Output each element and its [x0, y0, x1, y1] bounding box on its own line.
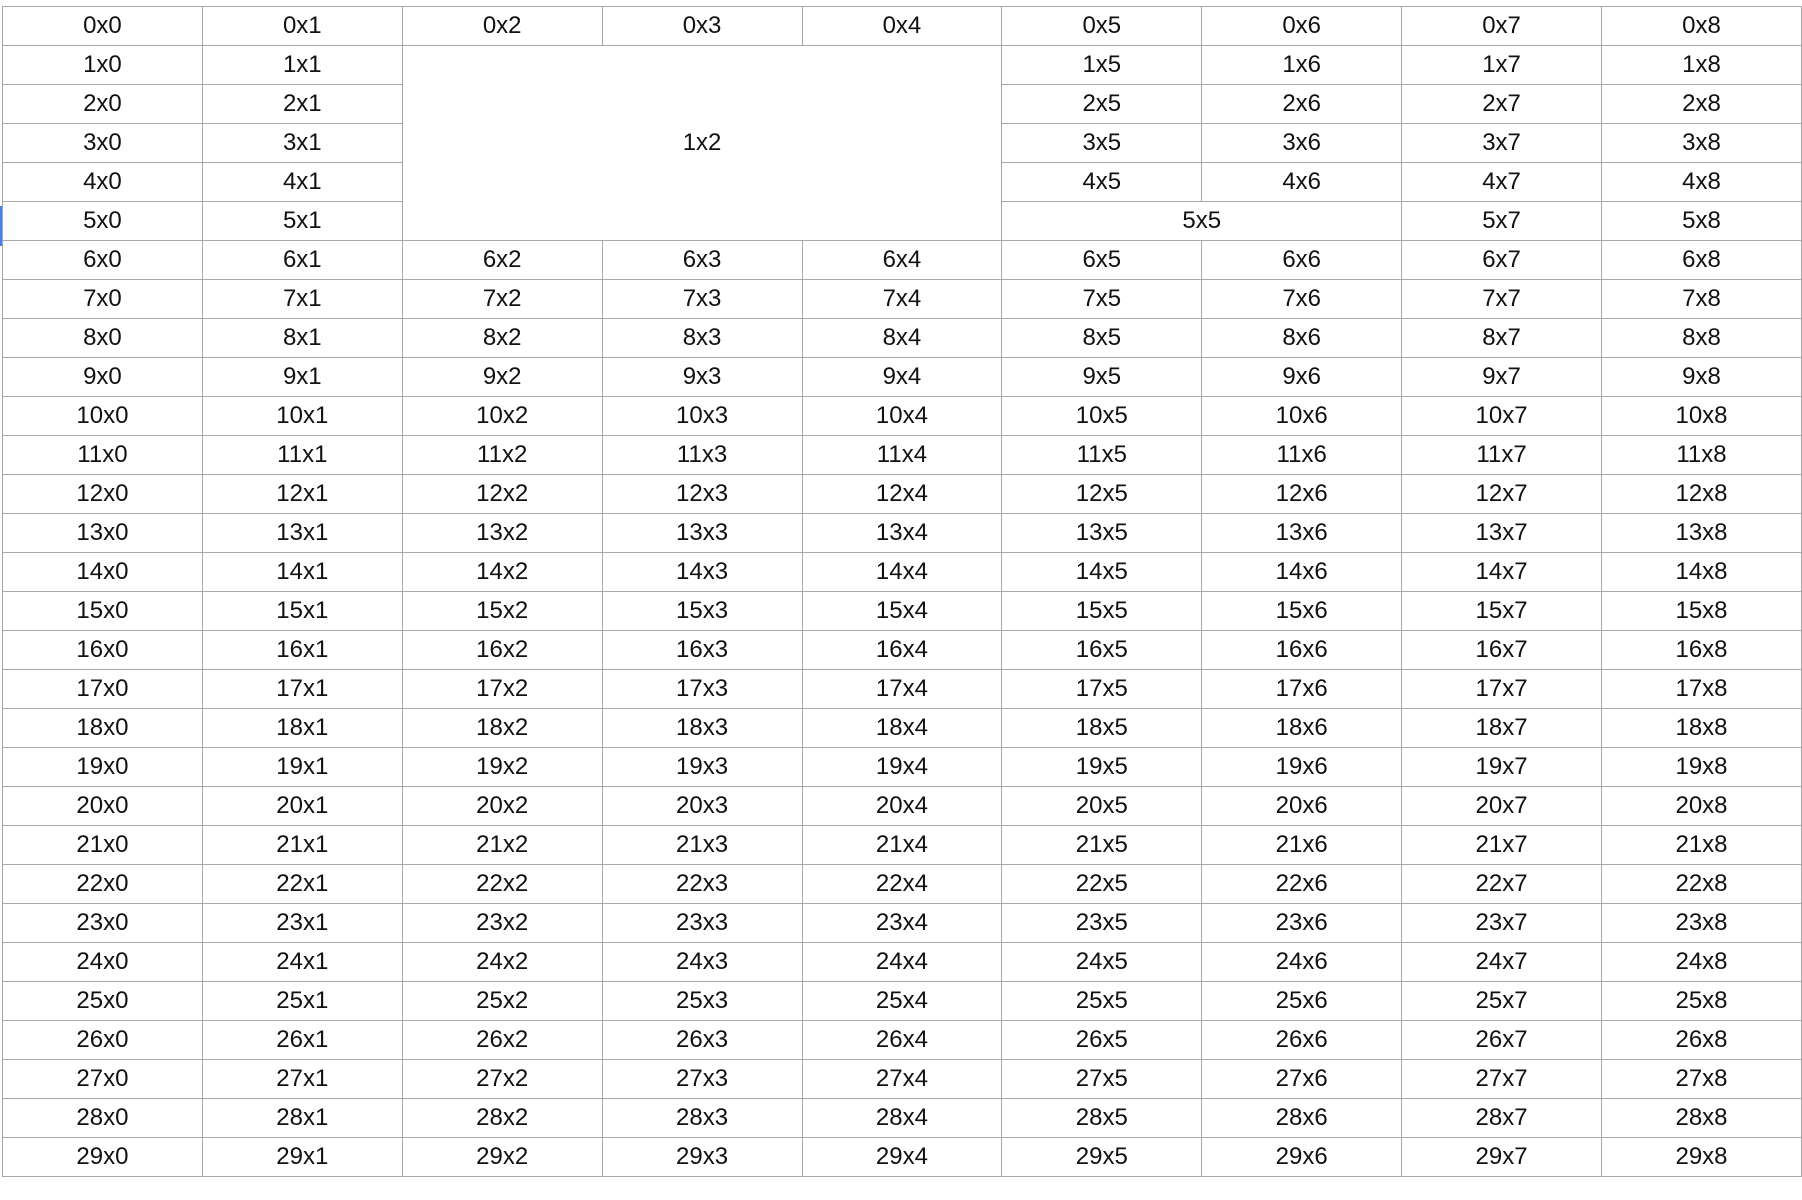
table-cell[interactable]: 19x6 [1202, 748, 1402, 787]
table-cell[interactable]: 13x5 [1002, 514, 1202, 553]
table-cell[interactable]: 13x6 [1202, 514, 1402, 553]
table-cell[interactable]: 11x0 [3, 436, 203, 475]
table-cell[interactable]: 25x8 [1602, 982, 1802, 1021]
table-row [3, 514, 1802, 553]
table-cell[interactable]: 25x1 [202, 982, 402, 1021]
table-cell[interactable]: 14x1 [202, 553, 402, 592]
table-cell[interactable]: 8x1 [202, 319, 402, 358]
table-cell[interactable]: 11x6 [1202, 436, 1402, 475]
table-cell[interactable]: 9x2 [402, 358, 602, 397]
table-row [3, 748, 1802, 787]
table-cell[interactable]: 8x2 [402, 319, 602, 358]
table-cell[interactable]: 8x3 [602, 319, 802, 358]
table-cell[interactable]: 17x4 [802, 670, 1002, 709]
table-cell[interactable]: 10x5 [1002, 397, 1202, 436]
table-cell[interactable]: 8x0 [3, 319, 203, 358]
table-row [3, 787, 1802, 826]
table-cell[interactable]: 0x1 [202, 7, 402, 46]
table-cell[interactable]: 27x8 [1602, 1060, 1802, 1099]
table-cell[interactable]: 13x2 [402, 514, 602, 553]
table-cell[interactable]: 25x4 [802, 982, 1002, 1021]
table-cell[interactable]: 5x7 [1402, 202, 1602, 241]
spreadsheet-grid [2, 6, 1802, 1177]
table-cell[interactable]: 21x8 [1602, 826, 1802, 865]
table-cell[interactable]: 10x3 [602, 397, 802, 436]
table-cell[interactable]: 27x4 [802, 1060, 1002, 1099]
table-cell[interactable]: 18x1 [202, 709, 402, 748]
table-cell[interactable]: 17x3 [602, 670, 802, 709]
table-cell[interactable]: 27x3 [602, 1060, 802, 1099]
table-cell[interactable]: 20x0 [3, 787, 203, 826]
table-cell[interactable]: 25x7 [1402, 982, 1602, 1021]
table-cell[interactable]: 23x7 [1402, 904, 1602, 943]
table-cell[interactable]: 12x4 [802, 475, 1002, 514]
table-cell[interactable]: 13x8 [1602, 514, 1802, 553]
table-cell[interactable]: 9x8 [1602, 358, 1802, 397]
table-cell[interactable]: 19x2 [402, 748, 602, 787]
table-cell[interactable]: 17x6 [1202, 670, 1402, 709]
table-cell[interactable]: 29x0 [3, 1138, 203, 1177]
table-cell[interactable]: 4x1 [202, 163, 402, 202]
table-cell[interactable]: 18x7 [1402, 709, 1602, 748]
table-cell[interactable]: 8x4 [802, 319, 1002, 358]
table-cell[interactable]: 16x4 [802, 631, 1002, 670]
table-cell[interactable]: 6x1 [202, 241, 402, 280]
table-cell[interactable]: 28x5 [1002, 1099, 1202, 1138]
table-cell[interactable]: 19x0 [3, 748, 203, 787]
table-cell[interactable]: 16x0 [3, 631, 203, 670]
table-cell[interactable]: 25x6 [1202, 982, 1402, 1021]
table-cell[interactable]: 10x0 [3, 397, 203, 436]
table-row [3, 1099, 1802, 1138]
table-cell[interactable]: 18x8 [1602, 709, 1802, 748]
table-cell[interactable]: 23x0 [3, 904, 203, 943]
table-cell[interactable]: 28x7 [1402, 1099, 1602, 1138]
table-cell[interactable]: 24x3 [602, 943, 802, 982]
table-cell[interactable]: 2x6 [1202, 85, 1402, 124]
table-cell[interactable]: 13x0 [3, 514, 203, 553]
table-cell[interactable]: 14x6 [1202, 553, 1402, 592]
table-cell[interactable]: 12x7 [1402, 475, 1602, 514]
table-cell[interactable]: 26x4 [802, 1021, 1002, 1060]
merged-cell[interactable]: 5x5 [1002, 202, 1402, 241]
table-cell[interactable]: 12x6 [1202, 475, 1402, 514]
table-cell[interactable]: 14x5 [1002, 553, 1202, 592]
table-cell[interactable]: 16x2 [402, 631, 602, 670]
table-cell[interactable]: 2x7 [1402, 85, 1602, 124]
table-cell[interactable]: 18x3 [602, 709, 802, 748]
table-cell[interactable]: 16x3 [602, 631, 802, 670]
table-cell[interactable]: 15x7 [1402, 592, 1602, 631]
table-cell[interactable]: 0x3 [602, 7, 802, 46]
table-row [3, 397, 1802, 436]
table-cell[interactable]: 22x8 [1602, 865, 1802, 904]
table-cell[interactable]: 4x6 [1202, 163, 1402, 202]
table-cell[interactable]: 29x1 [202, 1138, 402, 1177]
table-row [3, 709, 1802, 748]
table-cell[interactable]: 17x1 [202, 670, 402, 709]
table-cell[interactable]: 23x5 [1002, 904, 1202, 943]
table-row [3, 319, 1802, 358]
table-cell[interactable]: 24x6 [1202, 943, 1402, 982]
table-cell[interactable]: 22x5 [1002, 865, 1202, 904]
table-cell[interactable]: 20x1 [202, 787, 402, 826]
table-cell[interactable]: 20x8 [1602, 787, 1802, 826]
table-cell[interactable]: 26x8 [1602, 1021, 1802, 1060]
table-row [3, 475, 1802, 514]
table-cell[interactable]: 14x8 [1602, 553, 1802, 592]
table-cell[interactable]: 20x3 [602, 787, 802, 826]
table-cell[interactable]: 4x7 [1402, 163, 1602, 202]
table-cell[interactable]: 6x2 [402, 241, 602, 280]
table-cell[interactable]: 1x5 [1002, 46, 1202, 85]
table-cell[interactable]: 1x0 [3, 46, 203, 85]
table-cell[interactable]: 23x6 [1202, 904, 1402, 943]
table-cell[interactable]: 21x1 [202, 826, 402, 865]
table-row [3, 436, 1802, 475]
table-cell[interactable]: 21x0 [3, 826, 203, 865]
table-cell[interactable]: 17x7 [1402, 670, 1602, 709]
table-cell[interactable]: 7x5 [1002, 280, 1202, 319]
table-cell[interactable]: 8x8 [1602, 319, 1802, 358]
table-cell[interactable]: 20x6 [1202, 787, 1402, 826]
table-cell[interactable]: 21x4 [802, 826, 1002, 865]
table-cell[interactable]: 6x6 [1202, 241, 1402, 280]
table-cell[interactable]: 12x1 [202, 475, 402, 514]
table-row [3, 241, 1802, 280]
table-cell[interactable]: 14x2 [402, 553, 602, 592]
table-cell[interactable]: 23x8 [1602, 904, 1802, 943]
table-cell[interactable]: 3x7 [1402, 124, 1602, 163]
table-cell[interactable]: 22x7 [1402, 865, 1602, 904]
table-cell[interactable]: 5x1 [202, 202, 402, 241]
table-cell[interactable]: 15x3 [602, 592, 802, 631]
table-cell[interactable]: 27x1 [202, 1060, 402, 1099]
spreadsheet-body [3, 7, 1802, 1177]
table-cell[interactable]: 20x2 [402, 787, 602, 826]
table-cell[interactable]: 16x1 [202, 631, 402, 670]
table-cell[interactable]: 19x7 [1402, 748, 1602, 787]
table-cell[interactable]: 10x2 [402, 397, 602, 436]
table-cell[interactable]: 27x2 [402, 1060, 602, 1099]
table-cell[interactable]: 9x4 [802, 358, 1002, 397]
table-cell[interactable]: 20x4 [802, 787, 1002, 826]
table-cell[interactable]: 19x5 [1002, 748, 1202, 787]
table-cell[interactable]: 3x6 [1202, 124, 1402, 163]
table-cell[interactable]: 11x7 [1402, 436, 1602, 475]
table-cell[interactable]: 26x7 [1402, 1021, 1602, 1060]
table-cell[interactable]: 29x2 [402, 1138, 602, 1177]
table-cell[interactable]: 22x3 [602, 865, 802, 904]
table-row [3, 865, 1802, 904]
table-row [3, 1138, 1802, 1177]
table-cell[interactable]: 22x0 [3, 865, 203, 904]
table-cell[interactable]: 25x0 [3, 982, 203, 1021]
table-row [3, 631, 1802, 670]
table-cell[interactable]: 15x1 [202, 592, 402, 631]
table-cell[interactable]: 7x2 [402, 280, 602, 319]
table-cell[interactable]: 3x5 [1002, 124, 1202, 163]
table-cell[interactable]: 23x3 [602, 904, 802, 943]
table-cell[interactable]: 29x3 [602, 1138, 802, 1177]
table-cell[interactable]: 8x7 [1402, 319, 1602, 358]
table-cell[interactable]: 24x2 [402, 943, 602, 982]
table-cell[interactable]: 6x7 [1402, 241, 1602, 280]
table-cell[interactable]: 28x8 [1602, 1099, 1802, 1138]
table-cell[interactable]: 2x5 [1002, 85, 1202, 124]
table-cell[interactable]: 19x1 [202, 748, 402, 787]
table-cell[interactable]: 16x7 [1402, 631, 1602, 670]
table-cell[interactable]: 10x7 [1402, 397, 1602, 436]
table-cell[interactable]: 11x1 [202, 436, 402, 475]
table-cell[interactable]: 15x6 [1202, 592, 1402, 631]
table-cell[interactable]: 3x8 [1602, 124, 1802, 163]
table-row [3, 943, 1802, 982]
table-cell[interactable]: 0x0 [3, 7, 203, 46]
table-cell[interactable]: 25x3 [602, 982, 802, 1021]
table-cell[interactable]: 28x6 [1202, 1099, 1402, 1138]
table-cell[interactable]: 0x6 [1202, 7, 1402, 46]
table-cell[interactable]: 10x6 [1202, 397, 1402, 436]
table-row [3, 670, 1802, 709]
table-cell[interactable]: 17x0 [3, 670, 203, 709]
table-cell[interactable]: 18x4 [802, 709, 1002, 748]
table-cell[interactable]: 18x6 [1202, 709, 1402, 748]
table-cell[interactable]: 29x5 [1002, 1138, 1202, 1177]
table-cell[interactable]: 10x1 [202, 397, 402, 436]
table-cell[interactable]: 26x2 [402, 1021, 602, 1060]
table-cell[interactable]: 7x3 [602, 280, 802, 319]
table-cell[interactable]: 9x1 [202, 358, 402, 397]
table-cell[interactable]: 11x2 [402, 436, 602, 475]
table-cell[interactable]: 22x4 [802, 865, 1002, 904]
table-cell[interactable]: 0x5 [1002, 7, 1202, 46]
table-cell[interactable]: 10x4 [802, 397, 1002, 436]
table-cell[interactable]: 27x6 [1202, 1060, 1402, 1099]
table-cell[interactable]: 5x0 [3, 202, 203, 241]
table-cell[interactable]: 2x1 [202, 85, 402, 124]
table-cell[interactable]: 11x5 [1002, 436, 1202, 475]
merged-cell[interactable]: 1x2 [402, 46, 1002, 241]
table-cell[interactable]: 1x6 [1202, 46, 1402, 85]
table-cell[interactable]: 13x7 [1402, 514, 1602, 553]
table-cell[interactable]: 15x4 [802, 592, 1002, 631]
table-cell[interactable]: 18x0 [3, 709, 203, 748]
table-cell[interactable]: 22x6 [1202, 865, 1402, 904]
table-row [3, 46, 1802, 85]
table-cell[interactable]: 12x0 [3, 475, 203, 514]
table-cell[interactable]: 22x2 [402, 865, 602, 904]
table-cell[interactable]: 29x6 [1202, 1138, 1402, 1177]
table-cell[interactable]: 28x3 [602, 1099, 802, 1138]
table-cell[interactable]: 11x8 [1602, 436, 1802, 475]
table-cell[interactable]: 21x2 [402, 826, 602, 865]
table-cell[interactable]: 27x0 [3, 1060, 203, 1099]
table-cell[interactable]: 27x5 [1002, 1060, 1202, 1099]
table-cell[interactable]: 0x4 [802, 7, 1002, 46]
table-row [3, 7, 1802, 46]
table-cell[interactable]: 12x2 [402, 475, 602, 514]
table-cell[interactable]: 23x2 [402, 904, 602, 943]
table-cell[interactable]: 28x1 [202, 1099, 402, 1138]
table-cell[interactable]: 0x7 [1402, 7, 1602, 46]
table-cell[interactable]: 19x8 [1602, 748, 1802, 787]
table-cell[interactable]: 24x5 [1002, 943, 1202, 982]
table-cell[interactable]: 15x8 [1602, 592, 1802, 631]
table-cell[interactable]: 9x7 [1402, 358, 1602, 397]
table-cell[interactable]: 1x1 [202, 46, 402, 85]
table-cell[interactable]: 5x8 [1602, 202, 1802, 241]
table-cell[interactable]: 0x8 [1602, 7, 1802, 46]
table-cell[interactable]: 14x3 [602, 553, 802, 592]
table-row [3, 553, 1802, 592]
table-cell[interactable]: 18x2 [402, 709, 602, 748]
table-cell[interactable]: 9x5 [1002, 358, 1202, 397]
table-cell[interactable]: 2x8 [1602, 85, 1802, 124]
table-cell[interactable]: 21x7 [1402, 826, 1602, 865]
table-cell[interactable]: 7x7 [1402, 280, 1602, 319]
table-cell[interactable]: 15x2 [402, 592, 602, 631]
table-row [3, 358, 1802, 397]
table-cell[interactable]: 4x8 [1602, 163, 1802, 202]
table-cell[interactable]: 24x8 [1602, 943, 1802, 982]
table-cell[interactable]: 6x0 [3, 241, 203, 280]
table-cell[interactable]: 4x0 [3, 163, 203, 202]
table-cell[interactable]: 15x0 [3, 592, 203, 631]
table-cell[interactable]: 11x4 [802, 436, 1002, 475]
table-cell[interactable]: 25x2 [402, 982, 602, 1021]
table-cell[interactable]: 6x4 [802, 241, 1002, 280]
table-cell[interactable]: 24x0 [3, 943, 203, 982]
table-cell[interactable]: 29x7 [1402, 1138, 1602, 1177]
table-cell[interactable]: 26x1 [202, 1021, 402, 1060]
table-cell[interactable]: 7x4 [802, 280, 1002, 319]
table-row [3, 826, 1802, 865]
table-cell[interactable]: 23x4 [802, 904, 1002, 943]
table-cell[interactable]: 6x5 [1002, 241, 1202, 280]
table-cell[interactable]: 4x5 [1002, 163, 1202, 202]
table-cell[interactable]: 13x4 [802, 514, 1002, 553]
table-cell[interactable]: 7x0 [3, 280, 203, 319]
table-cell[interactable]: 11x3 [602, 436, 802, 475]
table-cell[interactable]: 28x0 [3, 1099, 203, 1138]
table-cell[interactable]: 10x8 [1602, 397, 1802, 436]
table-cell[interactable]: 20x5 [1002, 787, 1202, 826]
table-cell[interactable]: 7x6 [1202, 280, 1402, 319]
table-cell[interactable]: 16x8 [1602, 631, 1802, 670]
table-cell[interactable]: 3x0 [3, 124, 203, 163]
table-cell[interactable]: 26x6 [1202, 1021, 1402, 1060]
table-cell[interactable]: 19x3 [602, 748, 802, 787]
table-row [3, 904, 1802, 943]
table-cell[interactable]: 17x5 [1002, 670, 1202, 709]
table-cell[interactable]: 8x6 [1202, 319, 1402, 358]
table-cell[interactable]: 26x3 [602, 1021, 802, 1060]
table-cell[interactable]: 24x4 [802, 943, 1002, 982]
table-cell[interactable]: 1x8 [1602, 46, 1802, 85]
table-cell[interactable]: 3x1 [202, 124, 402, 163]
table-row [3, 982, 1802, 1021]
table-cell[interactable]: 26x0 [3, 1021, 203, 1060]
table-cell[interactable]: 12x8 [1602, 475, 1802, 514]
table-cell[interactable]: 14x4 [802, 553, 1002, 592]
table-cell[interactable]: 2x0 [3, 85, 203, 124]
table-cell[interactable]: 7x8 [1602, 280, 1802, 319]
table-cell[interactable]: 26x5 [1002, 1021, 1202, 1060]
table-cell[interactable]: 13x1 [202, 514, 402, 553]
table-cell[interactable]: 9x0 [3, 358, 203, 397]
table-cell[interactable]: 28x2 [402, 1099, 602, 1138]
table-cell[interactable]: 1x7 [1402, 46, 1602, 85]
table-cell[interactable]: 28x4 [802, 1099, 1002, 1138]
table-cell[interactable]: 13x3 [602, 514, 802, 553]
table-cell[interactable]: 20x7 [1402, 787, 1602, 826]
table-cell[interactable]: 21x6 [1202, 826, 1402, 865]
table-row [3, 592, 1802, 631]
table-cell[interactable]: 17x8 [1602, 670, 1802, 709]
table-cell[interactable]: 19x4 [802, 748, 1002, 787]
table-cell[interactable]: 21x5 [1002, 826, 1202, 865]
table-cell[interactable]: 12x5 [1002, 475, 1202, 514]
table-cell[interactable]: 25x5 [1002, 982, 1202, 1021]
table-cell[interactable]: 12x3 [602, 475, 802, 514]
table-cell[interactable]: 18x5 [1002, 709, 1202, 748]
table-cell[interactable]: 16x6 [1202, 631, 1402, 670]
table-cell[interactable]: 15x5 [1002, 592, 1202, 631]
table-cell[interactable]: 7x1 [202, 280, 402, 319]
table-cell[interactable]: 9x6 [1202, 358, 1402, 397]
table-cell[interactable]: 21x3 [602, 826, 802, 865]
table-cell[interactable]: 14x7 [1402, 553, 1602, 592]
table-cell[interactable]: 6x3 [602, 241, 802, 280]
table-row [3, 1021, 1802, 1060]
table-cell[interactable]: 29x8 [1602, 1138, 1802, 1177]
table-cell[interactable]: 23x1 [202, 904, 402, 943]
table-cell[interactable]: 9x3 [602, 358, 802, 397]
table-cell[interactable]: 17x2 [402, 670, 602, 709]
table-row [3, 280, 1802, 319]
table-cell[interactable]: 24x7 [1402, 943, 1602, 982]
table-cell[interactable]: 14x0 [3, 553, 203, 592]
table-cell[interactable]: 16x5 [1002, 631, 1202, 670]
table-cell[interactable]: 24x1 [202, 943, 402, 982]
table-cell[interactable]: 6x8 [1602, 241, 1802, 280]
table-cell[interactable]: 0x2 [402, 7, 602, 46]
table-cell[interactable]: 8x5 [1002, 319, 1202, 358]
table-cell[interactable]: 27x7 [1402, 1060, 1602, 1099]
table-row [3, 1060, 1802, 1099]
table-cell[interactable]: 22x1 [202, 865, 402, 904]
table-cell[interactable]: 29x4 [802, 1138, 1002, 1177]
